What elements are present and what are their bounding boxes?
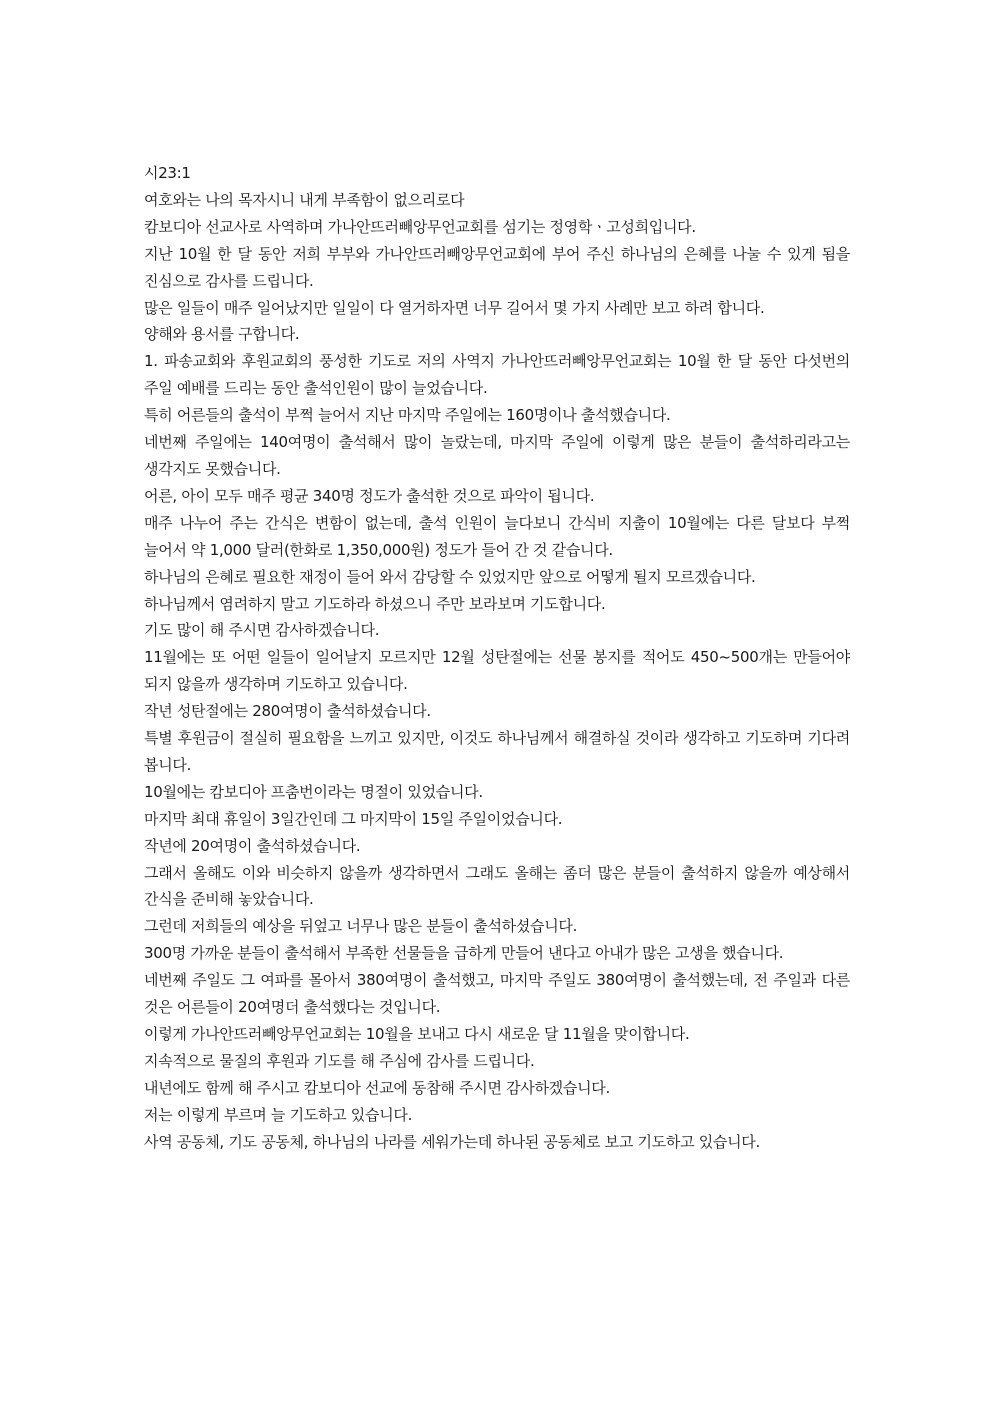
paragraph: 양해와 용서를 구합니다. bbox=[144, 325, 300, 344]
paragraph: 네번째 주일에는 140여명이 출석해서 많이 놀랐는데, 마지막 주일에 이렇게 많은 분들이 출석하리라고는 생각지도 못했습니다. bbox=[144, 433, 850, 478]
paragraph: 기도 많이 해 주시면 감사하겠습니다. bbox=[144, 621, 380, 640]
paragraph: 하나님께서 염려하지 말고 기도하라 하셨으니 주만 보라보며 기도합니다. bbox=[144, 594, 606, 613]
paragraph: 300명 가까운 분들이 출석해서 부족한 선물들을 급하게 만들어 낸다고 아내가 많은 고생을 했습니다. bbox=[144, 944, 784, 963]
paragraph: 작년에 20여명이 출석하셨습니다. bbox=[144, 836, 361, 855]
paragraph: 어른, 아이 모두 매주 평균 340명 정도가 출석한 것으로 파악이 됩니다. bbox=[144, 486, 595, 505]
paragraph: 네번째 주일도 그 여파를 몰아서 380여명이 출석했고, 마지막 주일도 380여명이 출석했는데, 전 주일과 다른 것은 어른들이 20여명더 출석했다는 것입니다. bbox=[144, 971, 850, 1017]
paragraph: 하나님의 은혜로 필요한 재정이 들어 와서 감당할 수 있었지만 앞으로 어떻게 될지 모르겠습니다. bbox=[144, 567, 756, 586]
paragraph: 내년에도 함께 해 주시고 캄보디아 선교에 동참해 주시면 감사하겠습니다. bbox=[144, 1078, 610, 1097]
paragraph: 작년 성탄절에는 280여명이 출석하셨습니다. bbox=[144, 702, 431, 721]
paragraph: 지난 10월 한 달 동안 저희 부부와 가나안뜨러빼앙무언교회에 부어 주신 하나님의 은혜를 나눌 수 있게 됨을 진심으로 감사를 드립니다. bbox=[144, 244, 850, 290]
paragraph: 특별 후원금이 절실히 필요함을 느끼고 있지만, 이것도 하나님께서 해결하실 것이라 생각하고 기도하며 기다려 봅니다. bbox=[144, 729, 850, 774]
paragraph: 이렇게 가나안뜨러빼앙무언교회는 10월을 보내고 다시 새로운 달 11월을 맞이합니다. bbox=[144, 1025, 690, 1043]
document-page bbox=[144, 160, 850, 1156]
paragraph: 그런데 저희들의 예상을 뒤엎고 너무나 많은 분들이 출석하셨습니다. bbox=[144, 917, 578, 936]
paragraph: 특히 어른들의 출석이 부쩍 늘어서 지난 마지막 주일에는 160명이나 출석했습니다. bbox=[144, 406, 671, 425]
paragraph: 10월에는 캄보디아 프춤번이라는 명절이 있었습니다. bbox=[144, 782, 483, 801]
paragraph: 지속적으로 물질의 후원과 기도를 해 주심에 감사를 드립니다. bbox=[144, 1051, 535, 1070]
scripture-reference: 시23:1 bbox=[144, 164, 191, 182]
paragraph: 저는 이렇게 부르며 늘 기도하고 있습니다. bbox=[144, 1105, 413, 1124]
paragraph: 매주 나누어 주는 간식은 변함이 없는데, 출석 인원이 늘다보니 간식비 지출이 10월에는 다른 달보다 부쩍 늘어서 약 1,000 달러(한화로 1,350,000원) 정도가 들어 간 것 같습니다. bbox=[144, 513, 850, 559]
paragraph: 그래서 올해도 이와 비슷하지 않을까 생각하면서 그래도 올해는 좀더 많은 분들이 출석하지 않을까 예상해서 간식을 준비해 놓았습니다. bbox=[144, 863, 850, 909]
paragraph: 1. 파송교회와 후원교회의 풍성한 기도로 저의 사역지 가나안뜨러빼앙무언교회는 10월 한 달 동안 다섯번의 주일 예배를 드리는 동안 출석인원이 많이 늘었습니다. bbox=[144, 352, 850, 398]
scripture-verse: 여호와는 나의 목자시니 내게 부족함이 없으리로다 bbox=[144, 190, 465, 209]
paragraph: 캄보디아 선교사로 사역하며 가나안뜨러빼앙무언교회를 섬기는 정영학ㆍ고성희입니다. bbox=[144, 217, 696, 236]
paragraph: 11월에는 또 어떤 일들이 일어날지 모르지만 12월 성탄절에는 선물 봉지를 적어도 450~500개는 만들어야 되지 않을까 생각하며 기도하고 있습니다. bbox=[144, 648, 850, 694]
paragraph: 많은 일들이 매주 일어났지만 일일이 다 열거하자면 너무 길어서 몇 가지 사례만 보고 하려 합니다. bbox=[144, 298, 765, 317]
paragraph: 사역 공동체, 기도 공동체, 하나님의 나라를 세워가는데 하나된 공동체로 보고 기도하고 있습니다. bbox=[144, 1132, 760, 1151]
paragraph: 마지막 최대 휴일이 3일간인데 그 마지막이 15일 주일이었습니다. bbox=[144, 809, 563, 828]
